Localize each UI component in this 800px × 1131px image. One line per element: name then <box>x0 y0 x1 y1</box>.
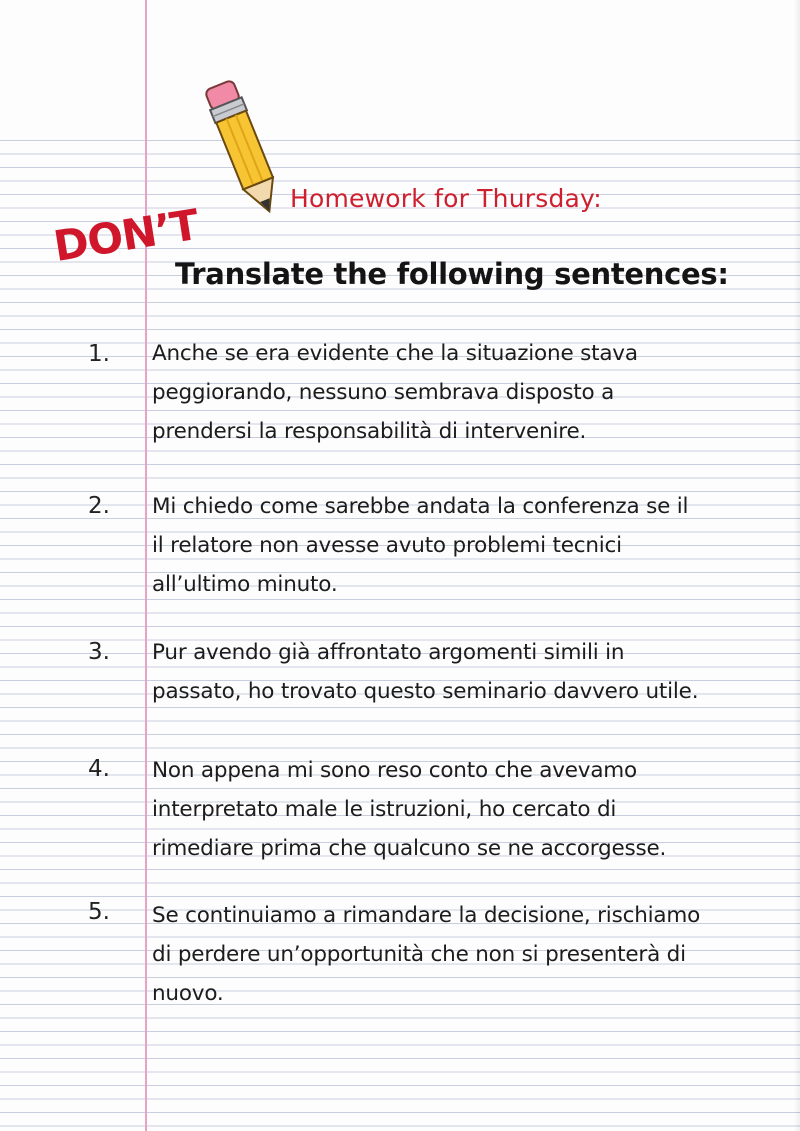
dont-stamp: DON’T <box>50 199 202 271</box>
sentence-line: peggiorando, nessuno sembrava disposto a <box>152 380 615 405</box>
sentence-line: prendersi la responsabilità di intervenire. <box>152 419 587 444</box>
sentence-line: Pur avendo già affrontato argomenti simili in <box>152 640 625 665</box>
sentence-line: nuovo. <box>152 981 224 1006</box>
paper-header-area <box>0 0 800 138</box>
paper-edge-shadow <box>794 0 800 1131</box>
sentence-line: Non appena mi sono reso conto che avevamo <box>152 758 637 783</box>
homework-title: Homework for Thursday: <box>290 184 602 213</box>
instruction-heading: Translate the following sentences: <box>175 257 729 291</box>
sentence-line: all’ultimo minuto. <box>152 572 338 597</box>
sentence-item <box>152 896 782 1013</box>
sentence-item <box>152 751 782 868</box>
pencil-icon <box>200 76 290 226</box>
item-number: 4. <box>88 756 110 782</box>
sentence-line: il relatore non avesse avuto problemi tecnici <box>152 533 622 558</box>
sentence-line: interpretato male le istruzioni, ho cercato di <box>152 797 617 822</box>
item-number: 1. <box>88 341 110 367</box>
sentence-item <box>152 334 782 451</box>
item-number: 3. <box>88 639 110 665</box>
sentence-line: Mi chiedo come sarebbe andata la conferenza se il <box>152 494 689 519</box>
item-number: 5. <box>88 899 110 925</box>
margin-line <box>145 0 147 1131</box>
item-number: 2. <box>88 493 110 519</box>
sentence-line: di perdere un’opportunità che non si presenterà di <box>152 942 686 967</box>
sentence-line: passato, ho trovato questo seminario davvero utile. <box>152 679 699 704</box>
sentence-line: Se continuiamo a rimandare la decisione, rischiamo <box>152 903 701 928</box>
sentence-item <box>152 487 782 604</box>
sentence-line: Anche se era evidente che la situazione stava <box>152 341 638 366</box>
sentence-item <box>152 633 782 711</box>
sentence-line: rimediare prima che qualcuno se ne accorgesse. <box>152 836 667 861</box>
